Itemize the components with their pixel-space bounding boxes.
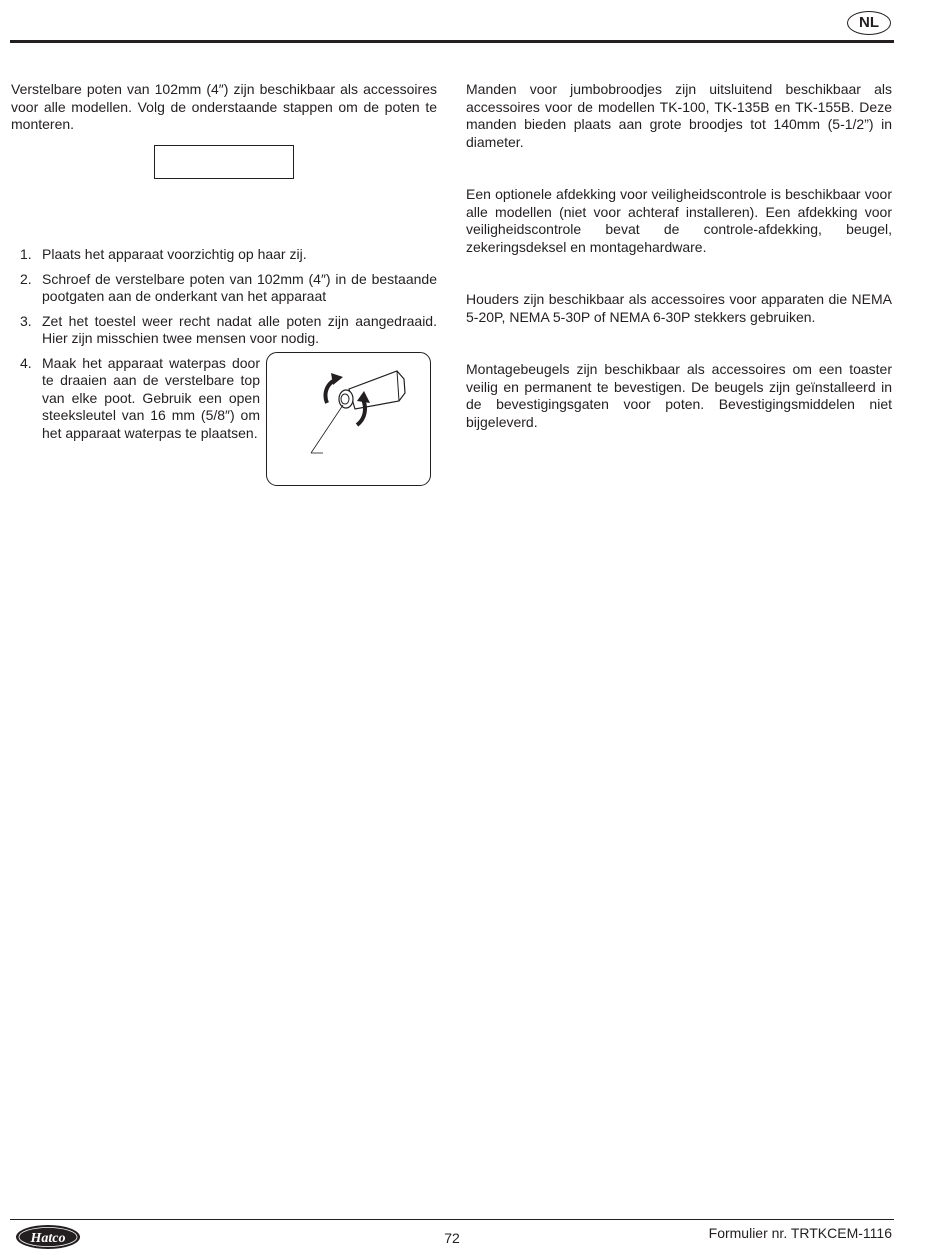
language-badge: NL [847,11,891,35]
step-number: 3. [20,312,32,329]
form-number: Formulier nr. TRTKCEM-1116 [708,1225,892,1241]
step-text: Schroef de verstelbare poten van 102mm (4″) in de bestaande pootgaten aan de onderkant van het apparaat [42,270,437,304]
page-number: 72 [444,1230,460,1246]
step-number: 2. [20,270,32,287]
right-paragraph-safety-cover [466,186,892,256]
step-number: 4. [20,354,32,371]
list-item [11,355,260,443]
paragraph-text: Houders zijn beschikbaar als accessoires voor apparaten die NEMA 5-20P, NEMA 5-30P of NEMA 6-30P stekkers gebruiken. [466,291,892,325]
right-paragraph-mounting-brackets [466,361,892,431]
footer-rule [10,1219,894,1220]
left-intro-text: Verstelbare poten van 102mm (4″) zijn beschikbaar als accessoires voor alle modellen. Volg de onderstaande stappen om de poten te monteren. [11,81,437,132]
step-text: Zet het toestel weer recht nadat alle poten zijn aangedraaid. Hier zijn misschien twee mensen voor nodig. [42,312,437,346]
leg-wrench-icon [267,353,432,487]
blank-heading-box [154,145,294,179]
paragraph-text: Montagebeugels zijn beschikbaar als accessoires om een toaster veilig en permanent te bevestigen. De beugels zijn geïnstalleerd in de bevestigingsgaten voor poten. Bevestigingsmiddelen niet bijgeleverd. [466,361,892,430]
list-item [11,246,437,264]
leg-adjustment-illustration [266,352,431,486]
step-text: Plaats het apparaat voorzichtig op haar zij. [42,246,307,262]
step-text: Maak het apparaat waterpas door te draaien aan de verstelbare top van elke poot. Gebruik een open steeksleutel van 16 mm (5/8″) om het apparaat waterpas te plaatsen. [42,354,260,441]
paragraph-text: Manden voor jumbobroodjes zijn uitsluitend beschikbaar als accessoires voor de modellen TK-100, TK-135B en TK-155B. Deze manden bieden plaats aan grote broodjes tot 140mm (5-1/2”) in diameter. [466,81,892,150]
right-paragraph-baskets [466,81,892,151]
hatco-logo [14,1223,84,1251]
left-intro [11,81,437,134]
list-item [11,313,437,348]
paragraph-text: Een optionele afdekking voor veiligheidscontrole is beschikbaar voor alle modellen (niet voor achteraf installeren). Een afdekking voor veiligheidscontrole bevat de controle-afdekking, beugel, zekeringsdeksel en montagehardware. [466,186,892,255]
logo-text: Hatco [30,1231,66,1246]
right-paragraph-receptacles [466,291,892,326]
hatco-logo-icon [14,1223,84,1251]
header-rule [10,40,894,43]
step-number: 1. [20,246,32,262]
list-item [11,271,437,306]
